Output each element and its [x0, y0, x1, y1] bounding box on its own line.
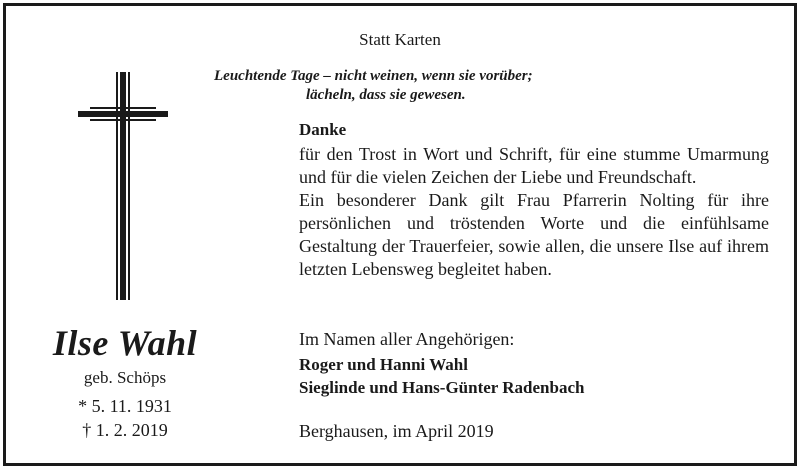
- thanks-body: [299, 143, 769, 281]
- family-intro: Im Namen aller Angehörigen:: [299, 329, 515, 349]
- motto-line-1: Leuchtende Tage – nicht weinen, wenn sie vorüber;: [214, 68, 533, 84]
- motto-line-2: lächeln, dass sie gewesen.: [306, 87, 466, 103]
- death-date: † 1. 2. 2019: [82, 420, 168, 440]
- family-name-2: Sieglinde und Hans-Günter Radenbach: [299, 378, 585, 397]
- notice-header: Statt Karten: [359, 30, 441, 49]
- place-date: Berghausen, im April 2019: [299, 421, 494, 441]
- cross-icon: [78, 72, 168, 300]
- family-names: [299, 353, 769, 399]
- family-name-1: Roger und Hanni Wahl: [299, 355, 468, 374]
- deceased-name: Ilse Wahl: [52, 323, 198, 363]
- thanks-paragraph-1: für den Trost in Wort und Schrift, für eine stumme Umarmung und für die vielen Zeichen der Liebe und Freundschaft.: [299, 144, 769, 187]
- thanks-title: Danke: [299, 120, 347, 139]
- birth-date: * 5. 11. 1931: [78, 396, 172, 416]
- thanks-paragraph-2: Ein besonderer Dank gilt Frau Pfarrerin Nolting für ihre persönlichen und tröstenden Worte und die einfühlsame Gestaltung der Trauerfeier, sowie allen, die unsere Ilse auf ihrem letzten Lebensweg begleitet haben.: [299, 190, 769, 279]
- birth-name: geb. Schöps: [83, 368, 167, 387]
